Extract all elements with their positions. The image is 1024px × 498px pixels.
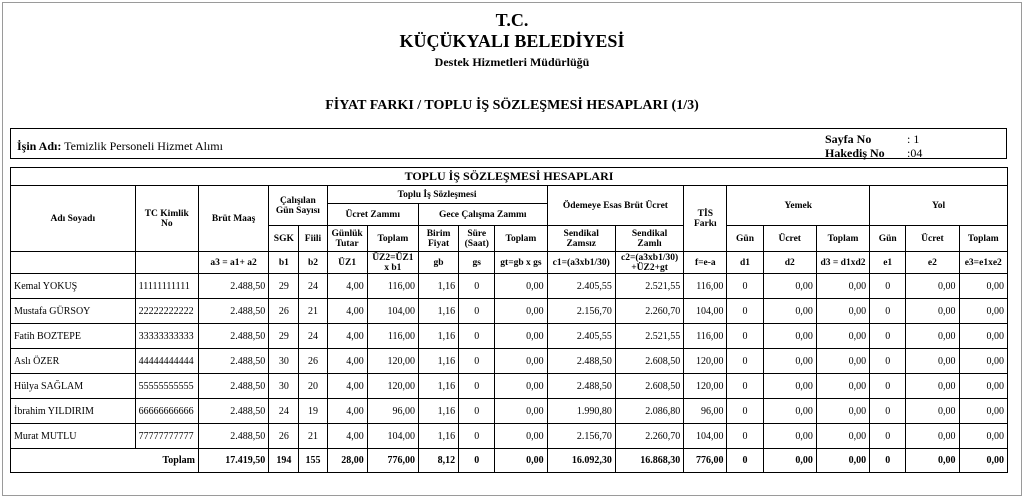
- cell-tis-diff: 96,00: [684, 399, 727, 424]
- cell-actual: 21: [299, 424, 327, 449]
- col-actual: Fiili: [299, 226, 327, 252]
- total-gross: 17.419,50: [198, 449, 268, 473]
- col-duration: Süre (Saat): [459, 226, 495, 252]
- cell-tc: 77777777777: [135, 424, 198, 449]
- cell-gt: 0,00: [495, 374, 547, 399]
- cell-road-day: 0: [870, 349, 906, 374]
- total-c2: 16.868,30: [615, 449, 683, 473]
- formula-c2: c2=(a3xb1/30) +ÜZ2+gt: [615, 252, 683, 274]
- total-uz1: 28,00: [327, 449, 367, 473]
- total-gs: 0: [459, 449, 495, 473]
- page-no-label: Sayfa No: [825, 132, 872, 146]
- cell-road-total: 0,00: [959, 424, 1007, 449]
- cell-road-day: 0: [870, 399, 906, 424]
- cell-uz2: 104,00: [367, 424, 418, 449]
- cell-gross: 2.488,50: [198, 274, 268, 299]
- cell-uz1: 4,00: [327, 324, 367, 349]
- cell-actual: 21: [299, 299, 327, 324]
- cell-sgk: 26: [269, 424, 299, 449]
- total-c1: 16.092,30: [547, 449, 615, 473]
- cell-food-day: 0: [727, 299, 763, 324]
- cell-gt: 0,00: [495, 399, 547, 424]
- cell-c1: 2.156,70: [547, 299, 615, 324]
- cell-uz2: 116,00: [367, 324, 418, 349]
- cell-tc: 55555555555: [135, 374, 198, 399]
- progress-no-value: :04: [907, 146, 923, 160]
- cell-food-day: 0: [727, 374, 763, 399]
- formula-d1: d1: [727, 252, 763, 274]
- cell-gt: 0,00: [495, 299, 547, 324]
- formula-c1: c1=(a3xb1/30): [547, 252, 615, 274]
- cell-road-fee: 0,00: [906, 374, 959, 399]
- cell-uz2: 116,00: [367, 274, 418, 299]
- cell-food-day: 0: [727, 274, 763, 299]
- cell-c1: 2.405,55: [547, 324, 615, 349]
- col-road: Yol: [870, 186, 1008, 226]
- cell-tc: 22222222222: [135, 299, 198, 324]
- cell-name: Mustafa GÜRSOY: [11, 299, 136, 324]
- total-road-total: 0,00: [959, 449, 1007, 473]
- cell-food-day: 0: [727, 324, 763, 349]
- col-night-raise: Gece Çalışma Zammı: [418, 204, 547, 226]
- col-tc: TC Kimlik No: [135, 186, 198, 252]
- formula-f: f=e-a: [684, 252, 727, 274]
- formula-d3: d3 = d1xd2: [816, 252, 869, 274]
- cell-road-total: 0,00: [959, 374, 1007, 399]
- page-no-value: : 1: [907, 132, 920, 146]
- col-payable: Ödemeye Esas Brüt Ücret: [547, 186, 684, 226]
- col-union-raised: Sendikal Zamlı: [615, 226, 683, 252]
- cell-gb: 1,16: [418, 424, 458, 449]
- cell-sgk: 30: [269, 349, 299, 374]
- cell-road-day: 0: [870, 424, 906, 449]
- header-line-2: KÜÇÜKYALI BELEDİYESİ: [399, 31, 625, 51]
- header-line-3: Destek Hizmetleri Müdürlüğü: [434, 55, 590, 69]
- cell-actual: 26: [299, 349, 327, 374]
- col-wage-raise: Ücret Zammı: [327, 204, 418, 226]
- total-road-day: 0: [870, 449, 906, 473]
- cell-c1: 2.488,50: [547, 374, 615, 399]
- cell-c2: 2.608,50: [615, 349, 683, 374]
- job-value: Temizlik Personeli Hizmet Alımı: [64, 139, 223, 153]
- cell-uz1: 4,00: [327, 274, 367, 299]
- cell-food-total: 0,00: [816, 374, 869, 399]
- formula-e1: e1: [870, 252, 906, 274]
- cell-name: Fatih BOZTEPE: [11, 324, 136, 349]
- cell-c1: 1.990,80: [547, 399, 615, 424]
- cell-actual: 19: [299, 399, 327, 424]
- col-night-total: Toplam: [495, 226, 547, 252]
- job-info: [17, 139, 223, 154]
- cell-tc: 44444444444: [135, 349, 198, 374]
- cell-name: Aslı ÖZER: [11, 349, 136, 374]
- cell-road-day: 0: [870, 299, 906, 324]
- cell-actual: 24: [299, 274, 327, 299]
- total-sgk: 194: [269, 449, 299, 473]
- cell-gs: 0: [459, 349, 495, 374]
- progress-no-label: Hakediş No: [825, 146, 885, 160]
- cell-road-total: 0,00: [959, 349, 1007, 374]
- total-tis-diff: 776,00: [684, 449, 727, 473]
- cell-name: Murat MUTLU: [11, 424, 136, 449]
- cell-c1: 2.156,70: [547, 424, 615, 449]
- col-name: Adı Soyadı: [11, 186, 136, 252]
- cell-tis-diff: 116,00: [684, 274, 727, 299]
- cell-gs: 0: [459, 399, 495, 424]
- total-road-fee: 0,00: [906, 449, 959, 473]
- cell-tis-diff: 116,00: [684, 324, 727, 349]
- cell-c2: 2.086,80: [615, 399, 683, 424]
- cell-c2: 2.260,70: [615, 299, 683, 324]
- cell-gt: 0,00: [495, 274, 547, 299]
- cell-uz1: 4,00: [327, 424, 367, 449]
- cell-road-day: 0: [870, 324, 906, 349]
- cell-sgk: 29: [269, 324, 299, 349]
- formula-name: [11, 252, 136, 274]
- cell-name: Kemal YOKUŞ: [11, 274, 136, 299]
- cell-gross: 2.488,50: [198, 399, 268, 424]
- formula-gross: a3 = a1+ a2: [198, 252, 268, 274]
- cell-food-fee: 0,00: [763, 399, 816, 424]
- cell-name: Hülya SAĞLAM: [11, 374, 136, 399]
- total-label: Toplam: [11, 449, 199, 473]
- cell-c2: 2.260,70: [615, 424, 683, 449]
- col-food: Yemek: [727, 186, 870, 226]
- cell-food-fee: 0,00: [763, 324, 816, 349]
- col-tis: Toplu İş Sözleşmesi: [327, 186, 547, 204]
- cell-tc: 33333333333: [135, 324, 198, 349]
- cell-gb: 1,16: [418, 299, 458, 324]
- cell-road-fee: 0,00: [906, 324, 959, 349]
- formula-uz2: ÜZ2=ÜZ1 x b1: [367, 252, 418, 274]
- col-wage-total: Toplam: [367, 226, 418, 252]
- cell-food-fee: 0,00: [763, 299, 816, 324]
- cell-gross: 2.488,50: [198, 299, 268, 324]
- cell-uz2: 120,00: [367, 349, 418, 374]
- table-row: [11, 424, 1008, 449]
- cell-uz1: 4,00: [327, 349, 367, 374]
- cell-uz2: 120,00: [367, 374, 418, 399]
- cell-road-total: 0,00: [959, 399, 1007, 424]
- cell-c1: 2.405,55: [547, 274, 615, 299]
- cell-tc: 11111111111: [135, 274, 198, 299]
- formula-d2: d2: [763, 252, 816, 274]
- col-sgk: SGK: [269, 226, 299, 252]
- cell-gross: 2.488,50: [198, 324, 268, 349]
- cell-gross: 2.488,50: [198, 424, 268, 449]
- formula-b1: b1: [269, 252, 299, 274]
- col-gross: Brüt Maaş: [198, 186, 268, 252]
- cell-gt: 0,00: [495, 424, 547, 449]
- total-food-fee: 0,00: [763, 449, 816, 473]
- cell-food-fee: 0,00: [763, 424, 816, 449]
- header-line-1: T.C.: [495, 10, 529, 30]
- cell-name: İbrahim YILDIRIM: [11, 399, 136, 424]
- col-unit-price: Birim Fiyat: [418, 226, 458, 252]
- cell-tis-diff: 120,00: [684, 349, 727, 374]
- cell-uz2: 104,00: [367, 299, 418, 324]
- formula-gs: gs: [459, 252, 495, 274]
- info-box: [10, 128, 1007, 159]
- col-tis-diff: TİS Farkı: [684, 186, 727, 252]
- cell-food-total: 0,00: [816, 299, 869, 324]
- cell-food-day: 0: [727, 399, 763, 424]
- cell-food-total: 0,00: [816, 424, 869, 449]
- col-food-total: Toplam: [816, 226, 869, 252]
- cell-uz1: 4,00: [327, 374, 367, 399]
- cell-tis-diff: 104,00: [684, 424, 727, 449]
- cell-c2: 2.521,55: [615, 274, 683, 299]
- col-road-total: Toplam: [959, 226, 1007, 252]
- totals-row: [11, 449, 1008, 473]
- cell-tis-diff: 104,00: [684, 299, 727, 324]
- cell-actual: 24: [299, 324, 327, 349]
- cell-uz2: 96,00: [367, 399, 418, 424]
- cell-gb: 1,16: [418, 324, 458, 349]
- table-title: TOPLU İŞ SÖZLEŞMESİ HESAPLARI: [11, 168, 1008, 186]
- cell-gt: 0,00: [495, 324, 547, 349]
- cell-gb: 1,16: [418, 349, 458, 374]
- cell-road-fee: 0,00: [906, 274, 959, 299]
- cell-road-day: 0: [870, 274, 906, 299]
- cell-gross: 2.488,50: [198, 374, 268, 399]
- formula-uz1: ÜZ1: [327, 252, 367, 274]
- cell-food-total: 0,00: [816, 399, 869, 424]
- job-label: İşin Adı:: [17, 139, 62, 153]
- cell-food-day: 0: [727, 424, 763, 449]
- cell-food-total: 0,00: [816, 349, 869, 374]
- cell-gs: 0: [459, 374, 495, 399]
- cell-road-total: 0,00: [959, 274, 1007, 299]
- cell-road-fee: 0,00: [906, 424, 959, 449]
- col-road-fee: Ücret: [906, 226, 959, 252]
- cell-actual: 20: [299, 374, 327, 399]
- formula-b2: b2: [299, 252, 327, 274]
- col-food-fee: Ücret: [763, 226, 816, 252]
- cell-gt: 0,00: [495, 349, 547, 374]
- formula-e2: e2: [906, 252, 959, 274]
- total-food-day: 0: [727, 449, 763, 473]
- total-gb: 8,12: [418, 449, 458, 473]
- formula-gb: gb: [418, 252, 458, 274]
- cell-road-day: 0: [870, 374, 906, 399]
- cell-uz1: 4,00: [327, 299, 367, 324]
- cell-gb: 1,16: [418, 274, 458, 299]
- cell-c2: 2.608,50: [615, 374, 683, 399]
- formula-e3: e3=e1xe2: [959, 252, 1007, 274]
- cell-food-total: 0,00: [816, 324, 869, 349]
- total-gt: 0,00: [495, 449, 547, 473]
- cell-tis-diff: 120,00: [684, 374, 727, 399]
- cell-gb: 1,16: [418, 374, 458, 399]
- cell-food-fee: 0,00: [763, 274, 816, 299]
- total-uz2: 776,00: [367, 449, 418, 473]
- cell-road-fee: 0,00: [906, 349, 959, 374]
- cell-road-fee: 0,00: [906, 399, 959, 424]
- cell-gs: 0: [459, 299, 495, 324]
- cell-c2: 2.521,55: [615, 324, 683, 349]
- table-row: [11, 324, 1008, 349]
- cell-food-fee: 0,00: [763, 374, 816, 399]
- total-actual: 155: [299, 449, 327, 473]
- table-body: [11, 274, 1008, 449]
- cell-sgk: 29: [269, 274, 299, 299]
- table-row: [11, 374, 1008, 399]
- col-daily-amount: Günlük Tutar: [327, 226, 367, 252]
- cell-food-total: 0,00: [816, 274, 869, 299]
- col-workdays: Çalışılan Gün Sayısı: [269, 186, 327, 226]
- cell-uz1: 4,00: [327, 399, 367, 424]
- tis-table: [10, 167, 1008, 473]
- cell-food-day: 0: [727, 349, 763, 374]
- cell-sgk: 24: [269, 399, 299, 424]
- col-food-day: Gün: [727, 226, 763, 252]
- cell-gs: 0: [459, 324, 495, 349]
- table-row: [11, 349, 1008, 374]
- total-food-total: 0,00: [816, 449, 869, 473]
- cell-sgk: 30: [269, 374, 299, 399]
- cell-road-total: 0,00: [959, 299, 1007, 324]
- table-row: [11, 299, 1008, 324]
- cell-road-total: 0,00: [959, 324, 1007, 349]
- cell-gs: 0: [459, 274, 495, 299]
- col-road-day: Gün: [870, 226, 906, 252]
- formula-tc: [135, 252, 198, 274]
- col-union-free: Sendikal Zamsız: [547, 226, 615, 252]
- cell-gs: 0: [459, 424, 495, 449]
- report-title: FİYAT FARKI / TOPLU İŞ SÖZLEŞMESİ HESAPLARI (1/3): [325, 98, 699, 113]
- cell-c1: 2.488,50: [547, 349, 615, 374]
- table-row: [11, 399, 1008, 424]
- formula-gt: gt=gb x gs: [495, 252, 547, 274]
- cell-gross: 2.488,50: [198, 349, 268, 374]
- cell-tc: 66666666666: [135, 399, 198, 424]
- cell-road-fee: 0,00: [906, 299, 959, 324]
- cell-sgk: 26: [269, 299, 299, 324]
- cell-food-fee: 0,00: [763, 349, 816, 374]
- table-row: [11, 274, 1008, 299]
- cell-gb: 1,16: [418, 399, 458, 424]
